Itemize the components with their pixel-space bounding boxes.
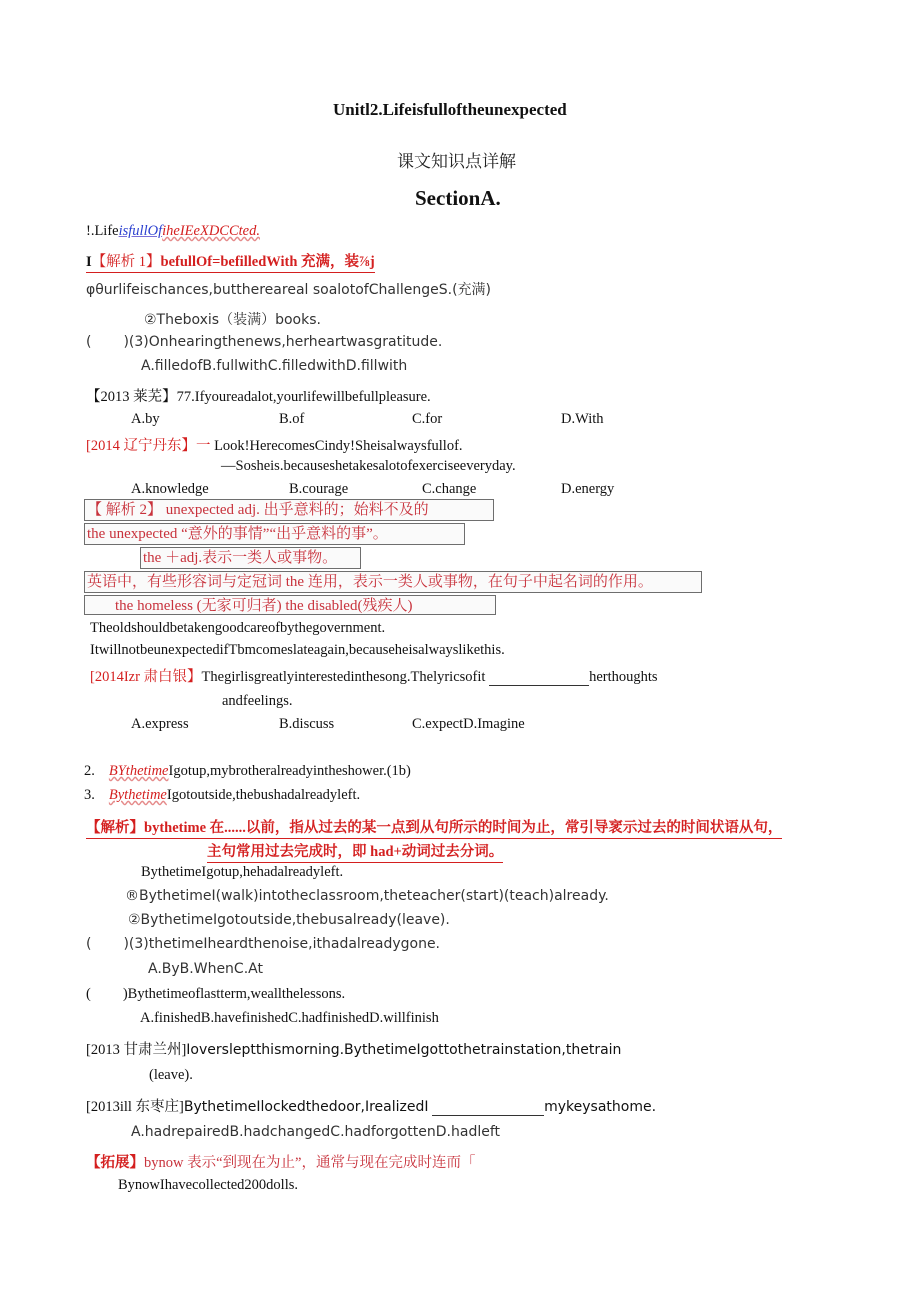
- question-text: Ioversleptthismorning.BythetimeIgottothetrainstation,thetrain: [186, 1042, 622, 1058]
- document-subtitle: 课文知识点详解: [397, 152, 516, 171]
- question-2014-dandong: [86, 434, 463, 455]
- example-line: Theoldshouldbetakengoodcareofbythegovernment.: [90, 620, 386, 636]
- numbered-item-2: [84, 763, 411, 780]
- question-text-after: herthoughts: [589, 669, 658, 685]
- answer-paren: (: [86, 986, 91, 1002]
- option-b: B.discuss: [279, 716, 335, 732]
- question-text: )(3)Onhearingthenews,herheartwasgratitude.: [123, 334, 443, 350]
- question-2013-laiwu: [86, 385, 431, 406]
- analysis-1: [86, 250, 375, 273]
- question-source: [2013ill 东枣庄]: [86, 1099, 184, 1115]
- option-b: B.courage: [289, 481, 349, 497]
- item-text: Igotoutside,thebushadalreadyleft.: [166, 787, 361, 803]
- option-a: A.express: [131, 716, 189, 732]
- example-line: ItwillnotbeunexpectedifTbmcomeslateagain,becauseheisalwayslikethis.: [90, 642, 505, 658]
- extension-text: bynow 表示“到现在为止”，通常与现在完成时连而「: [144, 1155, 476, 1171]
- option-d: D.With: [561, 411, 604, 427]
- analysis-2-line5: the homeless (无家可归者) the disabled(残疾人): [84, 595, 496, 615]
- item-1-phrase-blue: isfullOf: [118, 223, 163, 239]
- analysis-2-line2: the unexpected “意外的事情”“出乎意料的事”。: [84, 523, 465, 545]
- analysis-3-line2: 主句常用过去完成时，即 had+动词过去分词。: [207, 840, 503, 863]
- analysis-2-line1: 【 解析 2】 unexpected adj. 出乎意料的；始料不及的: [84, 499, 494, 521]
- option-b: B.of: [279, 411, 305, 427]
- document-title: Unitl2.Lifeisfulloftheunexpected: [333, 100, 567, 119]
- example-line: φθurlifeischances,butthereareal soalotofChallengeS.(充满): [86, 282, 491, 298]
- analysis-1-text: befullOf=befilledWith 充满，装⅞j: [160, 254, 375, 270]
- answer-paren: (: [86, 334, 92, 350]
- option-a: A.by: [131, 411, 160, 427]
- question-lastterm: [86, 986, 345, 1003]
- question-text: 77.Ifyoureadalot,yourlifewillbefullpleasure.: [176, 389, 431, 405]
- analysis-2-line3: the ＋adj.表示一类人或事物。: [140, 547, 361, 569]
- item-1-phrase-red: iheIEeXDCCted.: [162, 223, 260, 239]
- question-by: [86, 936, 440, 952]
- answer-paren: (: [86, 936, 92, 952]
- item-1-heading: [86, 223, 260, 240]
- question-2013-lanzhou: [86, 1038, 621, 1059]
- question-options: A.hadrepairedB.hadchangedC.hadforgottenD.hadleft: [131, 1124, 501, 1140]
- question-options: A.filledofB.fullwithC.filledwithD.fillwith: [141, 358, 408, 374]
- item-phrase: Bythetime: [108, 787, 167, 803]
- question-2013-zaozhuang: [86, 1095, 656, 1116]
- item-1-prefix: !.Life: [86, 223, 119, 239]
- question-text: Thegirlisgreatlyinterestedinthesong.Thelyricsofit: [201, 669, 486, 685]
- question-text-line2: (leave).: [149, 1067, 193, 1083]
- answer-blank[interactable]: [489, 685, 589, 686]
- question-source: [2014Izr 肃白银】: [90, 669, 202, 685]
- example-line: BythetimeIgotup,hehadalreadyleft.: [141, 864, 344, 880]
- numbered-item-3: [84, 787, 360, 804]
- question-2014-baiyin: [90, 665, 658, 686]
- question-text: BythetimeIlockedthedoor,IrealizedI: [183, 1099, 429, 1115]
- example-line: ®BythetimeI(walk)intotheclassroom,theteacher(start)(teach)already.: [125, 888, 609, 904]
- example-line: ②BythetimeIgotoutside,thebusalready(leave).: [128, 912, 450, 928]
- section-heading: SectionA.: [415, 186, 501, 210]
- question-source: 【2013 莱芜】: [86, 389, 177, 405]
- question-text-line2: andfeelings.: [222, 693, 293, 709]
- analysis-1-marker: I: [86, 254, 92, 270]
- question-text: )(3)thetimeIheardthenoise,ithadalreadygone.: [123, 936, 441, 952]
- option-c: C.change: [422, 481, 477, 497]
- example-line: ②Theboxis（装满）books.: [144, 312, 321, 328]
- answer-blank[interactable]: [432, 1115, 544, 1116]
- extension-label: 【拓展】: [86, 1155, 144, 1171]
- question-source: [2014 辽宁丹东】一: [86, 438, 211, 454]
- option-d: D.energy: [561, 481, 615, 497]
- extension-note: [86, 1151, 475, 1172]
- option-a: A.knowledge: [131, 481, 209, 497]
- question-text-after: mykeysathome.: [544, 1099, 657, 1115]
- item-number: 2.: [84, 763, 95, 779]
- question-text: )Bythetimeoflastterm,weallthelessons.: [122, 986, 346, 1002]
- item-number: 3.: [84, 787, 95, 803]
- item-text: Igotup,mybrotheralreadyintheshower.(1b): [168, 763, 411, 779]
- question-text-line2: —Sosheis.becauseshetakesalotofexerciseeveryday.: [221, 458, 516, 474]
- question-fill: [86, 334, 442, 350]
- analysis-2-line4: 英语中，有些形容词与定冠词 the 连用，表示一类人或事物，在句子中起名词的作用。: [84, 571, 702, 593]
- question-source: [2013 甘肃兰州]: [86, 1042, 187, 1058]
- extension-example: BynowIhavecollected200dolls.: [118, 1177, 298, 1193]
- item-phrase: BYthetime: [108, 763, 169, 779]
- analysis-3-line1: 【解析】bythetime 在......以前，指从过去的某一点到从句所示的时间为止，常引导衺示过去的时间状语从句，: [86, 816, 782, 839]
- question-options: A.ByB.WhenC.At: [148, 961, 263, 977]
- option-cd: C.expectD.Imagine: [412, 716, 525, 732]
- analysis-1-label: 【解析 1】: [91, 254, 161, 270]
- option-c: C.for: [412, 411, 443, 427]
- question-options: A.finishedB.havefinishedC.hadfinishedD.willfinish: [140, 1010, 439, 1026]
- question-text: Look!HerecomesCindy!Sheisalwaysfullof.: [214, 438, 463, 454]
